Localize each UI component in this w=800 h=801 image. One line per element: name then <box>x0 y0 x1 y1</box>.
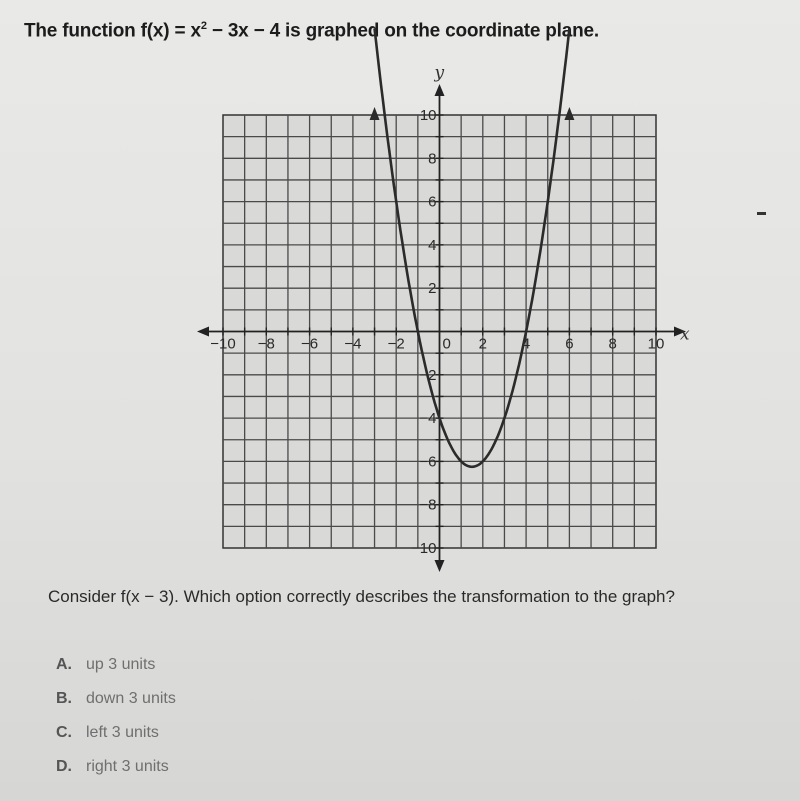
x-tick-label: −6 <box>301 335 319 353</box>
statement-suffix: − 3x − 4 is graphed on the coordinate plane. <box>206 20 599 42</box>
x-axis-label: x <box>680 324 690 345</box>
x-tick-label: −10 <box>210 335 236 353</box>
y-tick-label: 10 <box>419 107 437 124</box>
answer-options <box>56 656 176 792</box>
option-a-text: up 3 units <box>86 656 156 673</box>
x-tick-label: 10 <box>647 335 665 353</box>
origin-label: 0 <box>442 335 451 353</box>
option-a[interactable] <box>56 656 176 690</box>
x-tick-label: 4 <box>521 335 531 353</box>
option-c[interactable] <box>56 724 176 758</box>
y-tick-label: −2 <box>419 366 437 384</box>
y-axis-top-arrow <box>435 84 445 96</box>
option-b-letter: B. <box>56 690 72 707</box>
y-tick-label: 4 <box>428 236 437 254</box>
x-axis-left-arrow <box>197 327 209 337</box>
option-d-letter: D. <box>56 758 72 775</box>
x-tick-label: 2 <box>478 335 487 353</box>
x-tick-label: −2 <box>387 335 405 353</box>
y-tick-label: −6 <box>419 453 437 471</box>
y-tick-label: 2 <box>428 280 437 298</box>
x-tick-label: 6 <box>565 335 574 353</box>
option-d-text: right 3 units <box>86 758 169 775</box>
x-tick-label: −4 <box>344 335 362 353</box>
screen-smudge <box>757 212 766 215</box>
option-b[interactable] <box>56 690 176 724</box>
option-a-letter: A. <box>56 656 72 673</box>
y-axis-label: y <box>434 63 445 83</box>
option-d[interactable] <box>56 758 176 792</box>
exponent: 2 <box>200 20 207 32</box>
question-prompt: Consider f(x − 3). Which option correctly describes the transformation to the graph? <box>48 587 675 606</box>
y-tick-label: 8 <box>428 150 437 168</box>
option-b-text: down 3 units <box>86 690 176 707</box>
y-tick-label: −4 <box>419 410 437 428</box>
x-tick-label: −8 <box>257 335 275 353</box>
option-c-letter: C. <box>56 724 72 741</box>
y-tick-label: 6 <box>428 193 437 211</box>
curve-left-arrowhead <box>370 107 380 120</box>
y-axis-bottom-arrow <box>435 560 445 572</box>
curve-right-arrowhead <box>564 107 574 120</box>
y-tick-label: −8 <box>419 496 437 514</box>
option-c-text: left 3 units <box>86 724 159 741</box>
statement-prefix: The function f(x) = x <box>24 20 201 42</box>
x-tick-label: 8 <box>608 335 617 353</box>
y-tick-label: −10 <box>411 540 437 557</box>
